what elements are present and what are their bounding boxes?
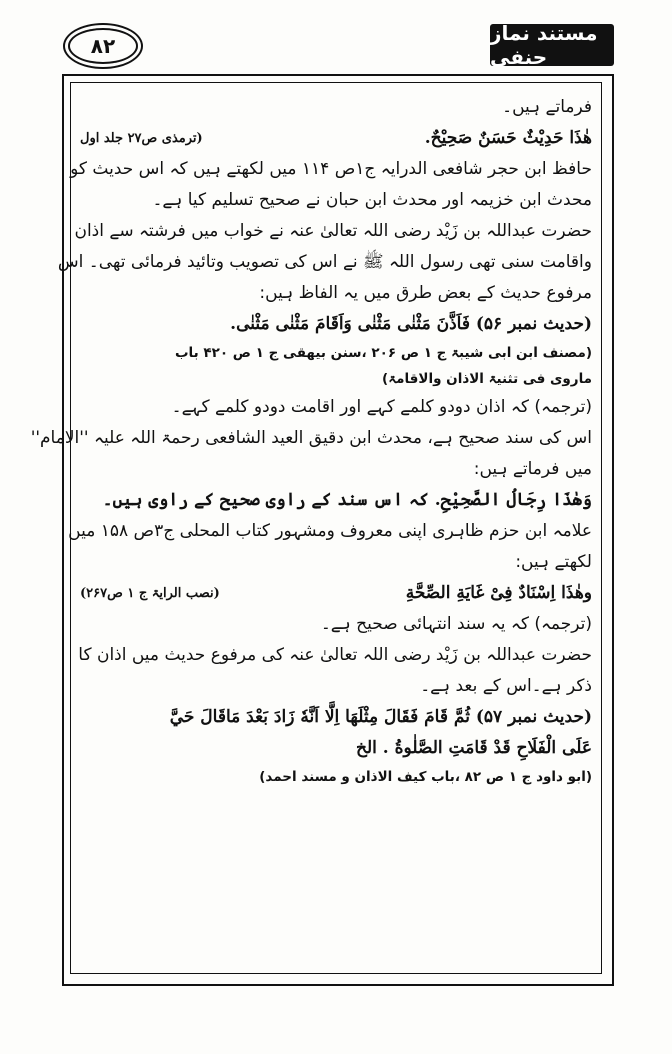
body-line: فرماتے ہیں۔ xyxy=(502,97,592,117)
body-line: مرفوع حدیث کے بعض طرق میں یہ الفاظ ہیں: xyxy=(259,283,592,303)
reference-citation: (نصب الرایۃ ج ۱ ص۲۶۷) xyxy=(80,586,220,601)
body-line: لکھتے ہیں: xyxy=(515,552,592,572)
body-line: حضرت عبداللہ بن زَیْد رضی اللہ تعالیٰ عنہ کی مرفوع حدیث میں اذان کا xyxy=(78,645,592,665)
arabic-text: هٰذَا حَدِيْثٌ حَسَنٌ صَحِيْحٌ. xyxy=(424,128,592,148)
body-line: علامہ ابن حزم ظاہری اپنی معروف ومشہور کتاب المحلی ج۳ص ۱۵۸ میں xyxy=(68,521,592,541)
arabic-text: وهٰذَا اِسْنَادٌ فِیْ غَايَةِ الصِّحَّةِ xyxy=(405,583,592,603)
arabic-quote-line: وَهٰذَا رِجَالُ الصَّحِيْحِ. کہ اس سند کے راوی صحیح کے راوی ہیں۔ xyxy=(102,490,592,510)
body-line: میں فرماتے ہیں: xyxy=(473,459,592,479)
translation-line: (ترجمہ) کہ اذان دودو کلمے کہے اور اقامت دودو کلمے کہے۔ xyxy=(171,397,592,417)
body-line: حضرت عبداللہ بن زَیْد رضی اللہ تعالیٰ عنہ نے خواب میں فرشتہ سے اذان xyxy=(74,221,592,241)
reference-line: (مصنف ابن ابی شیبۃ ج ۱ ص ۲۰۶ ،سنن بیهقی ج ۱ ص ۴۲۰ باب xyxy=(174,345,592,361)
body-line: واقامت سنی تھی رسول اللہ ﷺ نے اس کی تصویب وتائید فرمائی تھی۔ اس xyxy=(57,252,592,272)
arabic-continuation-line: عَلَى الْفَلَاحِ قَدْ قَامَتِ الصَّلٰوةُ . الخ xyxy=(356,738,592,758)
hadith-56-line: (حدیث نمبر ۵۶) فَاَذَّنَ مَثْنٰى مَثْنٰى وَاَقَامَ مَثْنٰى مَثْنٰى. xyxy=(230,314,592,334)
translation-line: (ترجمہ) کہ یہ سند انتہائی صحیح ہے۔ xyxy=(320,614,592,634)
page-body xyxy=(30,92,592,790)
page-number: ۸۲ xyxy=(68,28,138,64)
arabic-hadith-line xyxy=(78,123,592,154)
hadith-57-line: (حدیث نمبر ۵۷) ثُمَّ قَامَ فَقَالَ مِثْلَهَا اِلَّا اَنَّهٗ زَادَ بَعْدَ مَاقَالَ حَيَّ xyxy=(169,707,592,727)
body-line: اس کی سند صحیح ہے، محدث ابن دقیق العید الشافعی رحمۃ اللہ علیہ ''الامام'' xyxy=(30,428,592,448)
body-line: ذکر ہے۔اس کے بعد ہے۔ xyxy=(420,676,592,696)
reference-line: ماروی فی تثنیۃ الاذان والاقامۃ) xyxy=(382,371,592,387)
reference-line: (ابو داود ج ۱ ص ۸۲ ،باب کیف الاذان و مسند احمد) xyxy=(259,769,592,785)
body-line: حافظ ابن حجر شافعی الدرایہ ج۱ص ۱۱۴ میں لکھتے ہیں کہ اس حدیث کو xyxy=(70,159,592,179)
book-title-banner: مستند نماز حنفی xyxy=(490,24,614,66)
arabic-quote-line xyxy=(78,578,592,609)
reference-citation: (ترمذی ص۲۷ جلد اول xyxy=(80,131,203,146)
body-line: محدث ابن خزیمہ اور محدث ابن حبان نے صحیح تسلیم کیا ہے۔ xyxy=(152,190,592,210)
